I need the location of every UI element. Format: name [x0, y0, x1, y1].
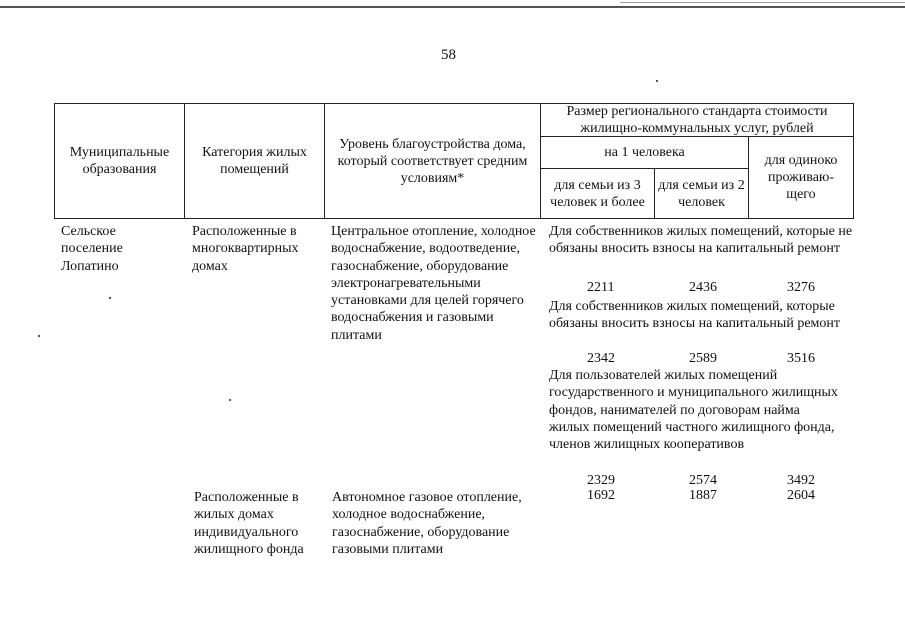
- header-per-person-text: на 1 человека: [604, 145, 685, 160]
- level-autonomous-cell: Автономное газовое отопление, холодное водоснабжение, газоснабжение, оборудование газовыми плитами: [332, 490, 522, 557]
- header-single: [748, 136, 854, 219]
- header-category-text: Категория жилых помещений: [202, 145, 307, 177]
- group4-family2-value: 1887: [689, 488, 717, 503]
- header-municipalities-text: Муниципальные образования: [69, 145, 170, 177]
- group4-single-value: 2604: [787, 488, 815, 503]
- group1-family2-value: 2436: [689, 280, 717, 295]
- municipality-cell: Сельское поселение Лопатино: [61, 224, 123, 274]
- scan-speck: [656, 80, 658, 82]
- header-family2: [654, 168, 749, 219]
- group1-label: Для собственников жилых помещений, которые не обязаны вносить взносы на капитальный ремонт: [549, 224, 853, 257]
- category-individual-cell: Расположенные в жилых домах индивидуального жилищного фонда: [194, 490, 304, 557]
- header-family2-text: для семьи из 2 человек: [658, 177, 745, 210]
- header-group-text: Размер регионального стандарта стоимости жилищно-коммунальных услуг, рублей: [566, 104, 828, 136]
- level-central-cell: Центральное отопление, холодное водоснабжение, водоотведение, газоснабжение, оборудование электронагревательными установками для целей горячего водоснабжения и газовыми плитами: [331, 224, 536, 343]
- group1-family3-value: 2211: [587, 280, 615, 295]
- group4-family3-value: 1692: [587, 488, 615, 503]
- header-family3-text: для семьи из 3 человек и более: [550, 177, 645, 210]
- header-category: [184, 103, 325, 219]
- top-border-line: [0, 6, 905, 8]
- scan-speck: [229, 399, 231, 401]
- scan-speck: [38, 335, 40, 337]
- header-per-person: [540, 136, 749, 169]
- group3-family3-value: 2329: [587, 473, 615, 488]
- group3-family2-value: 2574: [689, 473, 717, 488]
- scan-speck: [109, 297, 111, 299]
- group2-family2-value: 2589: [689, 351, 717, 366]
- group3-label: Для пользователей жилых помещений государственного и муниципального жилищных фондов, нанимателей по договорам найма жилых помещений частного жилищного фонда, членов жилищных кооперативов: [549, 368, 838, 453]
- group2-single-value: 3516: [787, 351, 815, 366]
- header-family3: [540, 168, 655, 219]
- header-group: [540, 103, 854, 137]
- group2-label: Для собственников жилых помещений, которые обязаны вносить взносы на капитальный ремонт: [549, 299, 840, 332]
- header-single-text: для одиноко проживаю-щего: [764, 153, 838, 202]
- category-apartment-cell: Расположенные в многоквартирных домах: [192, 224, 299, 274]
- top-border-line-faint: [620, 2, 905, 3]
- group1-single-value: 3276: [787, 280, 815, 295]
- header-level: [324, 103, 541, 219]
- group3-single-value: 3492: [787, 473, 815, 488]
- page-number: 58: [441, 47, 456, 63]
- group2-family3-value: 2342: [587, 351, 615, 366]
- header-level-text: Уровень благоустройства дома, который соответствует средним условиям*: [337, 136, 528, 186]
- header-municipalities: [54, 103, 185, 219]
